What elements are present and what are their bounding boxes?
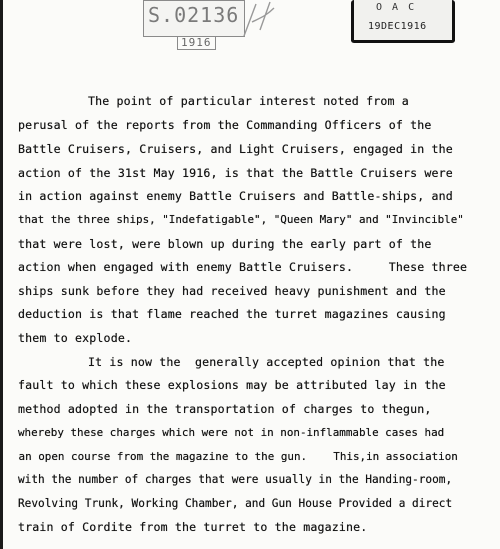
text-line: action when engaged with enemy Battle Cruisers. These three [18,260,468,274]
text-line: method adopted in the transportation of charges to thegun, [18,402,432,416]
text-line: Revolving Trunk, Working Chamber, and Gun House Provided a direct [18,497,453,510]
text-line: perusal of the reports from the Commanding Officers of the [18,118,432,132]
text-line: that the three ships, "Indefatigable", "Queen Mary" and "Invincible" [18,213,464,226]
text-line: in action against enemy Battle Cruisers and Battle-ships, and [18,189,453,203]
reference-number: S.02136 [148,3,240,27]
date-stamp-header: O A C [376,2,417,13]
text-line: them to explode. [18,331,133,345]
text-line: Battle Cruisers, Cruisers, and Light Cruisers, engaged in the [18,142,453,156]
text-line: The point of particular interest noted from a [88,94,409,108]
date-stamp-date: 19DEC1916 [368,21,427,32]
text-line: ships sunk before they had received heavy punishment and the [18,284,446,298]
text-line: It is now the generally accepted opinion that the [88,355,445,369]
text-line: train of Cordite from the turret to the magazine. [18,520,368,534]
text-line: whereby these charges which were not in non-inflammable cases had [18,426,445,439]
text-line: deduction is that flame reached the turret magazines causing [18,307,446,321]
reference-year: 1916 [177,36,216,50]
text-line: an open course from the magazine to the gun. This,in association [12,450,458,463]
text-line: fault to which these explosions may be attributed lay in the [18,378,446,392]
text-line: that were lost, were blown up during the early part of the [18,237,432,251]
text-line: action of the 31st May 1916, is that the Battle Cruisers were [18,166,453,180]
text-line: with the number of charges that were usually in the Handing-room, [18,473,453,486]
